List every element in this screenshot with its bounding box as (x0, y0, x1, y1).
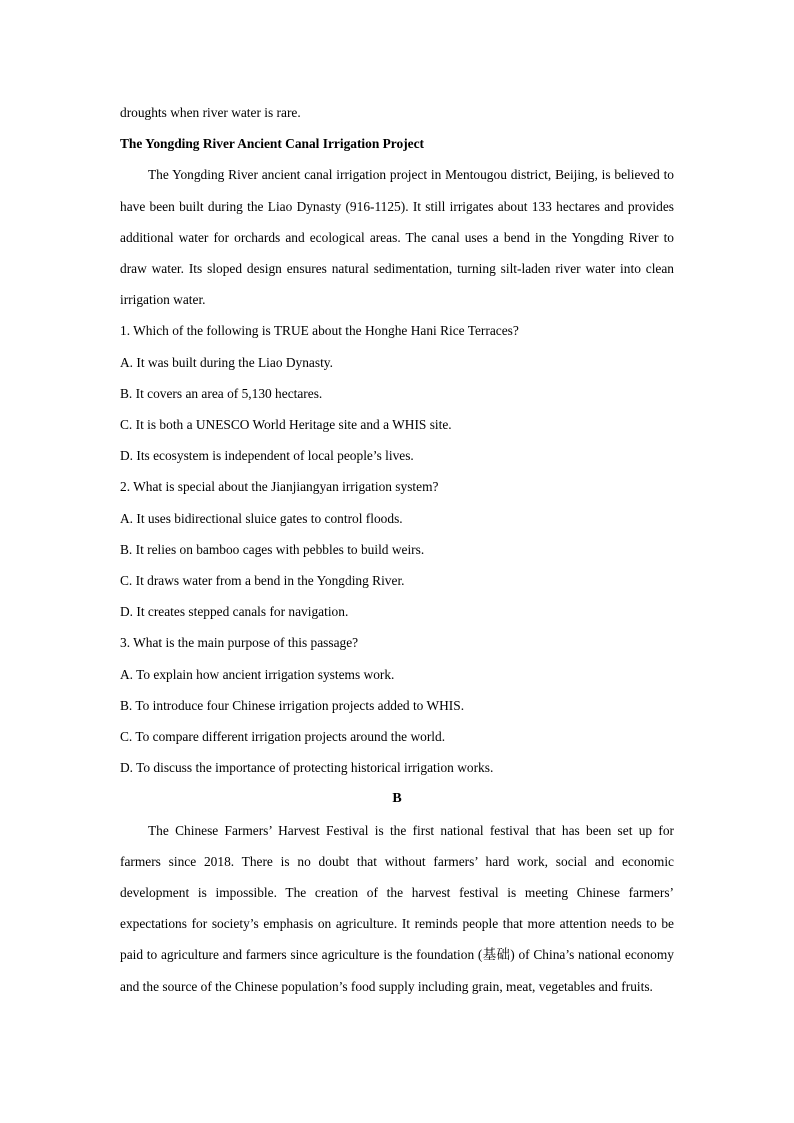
question-3-option-d: D. To discuss the importance of protecting historical irrigation works. (120, 760, 494, 776)
question-2-option-a: A. It uses bidirectional sluice gates to control floods. (120, 510, 403, 526)
question-3-option-c: C. To compare different irrigation projects around the world. (120, 729, 446, 745)
question-3-option-b: B. To introduce four Chinese irrigation projects added to WHIS. (120, 697, 465, 713)
question-1-option-d: D. Its ecosystem is independent of local people’s lives. (120, 448, 414, 464)
section-b-paragraph: The Chinese Farmers’ Harvest Festival is the first national festival that has been set up for farmers since 2018. There is no doubt that without farmers’ hard work, social and economic development is impossible. The creation of the harvest festival is meeting Chinese farmers’ expectations for society’s emphasis on agriculture. It reminds people that more attention needs to be paid to agriculture and farmers since agriculture is the foundation (基础) of China’s national economy and the source of the Chinese population’s food supply including grain, meat, vegetables and fruits. (120, 822, 674, 994)
question-1-option-b: B. It covers an area of 5,130 hectares. (120, 385, 323, 401)
question-3-stem: 3. What is the main purpose of this passage? (120, 635, 359, 651)
intro-fragment: droughts when river water is rare. (120, 105, 301, 120)
question-2-stem: 2. What is special about the Jianjiangyan irrigation system? (120, 479, 439, 495)
question-2-option-b: B. It relies on bamboo cages with pebbles to build weirs. (120, 541, 425, 557)
question-2-option-d: D. It creates stepped canals for navigation. (120, 604, 349, 620)
section-b-heading: B (392, 791, 402, 807)
question-1-option-c: C. It is both a UNESCO World Heritage site and a WHIS site. (120, 417, 452, 433)
question-1 (120, 315, 674, 471)
question-3 (120, 627, 674, 783)
yongding-heading: The Yongding River Ancient Canal Irrigation Project (120, 136, 425, 152)
question-3-option-a: A. To explain how ancient irrigation systems work. (120, 666, 395, 682)
question-2 (120, 471, 674, 627)
question-1-stem: 1. Which of the following is TRUE about the Honghe Hani Rice Terraces? (120, 323, 519, 339)
yongding-paragraph: The Yongding River ancient canal irrigation project in Mentougou district, Beijing, is believed to have been built during the Liao Dynasty (916-1125). It still irrigates about 133 hectares and provides additional water for orchards and ecological areas. The canal uses a bend in the Yongding River to draw water. Its sloped design ensures natural sedimentation, turning silt-laden river water into clean irrigation water. (120, 167, 674, 308)
document-page (120, 97, 674, 1002)
question-1-option-a: A. It was built during the Liao Dynasty. (120, 354, 333, 370)
question-2-option-c: C. It draws water from a bend in the Yongding River. (120, 573, 405, 589)
